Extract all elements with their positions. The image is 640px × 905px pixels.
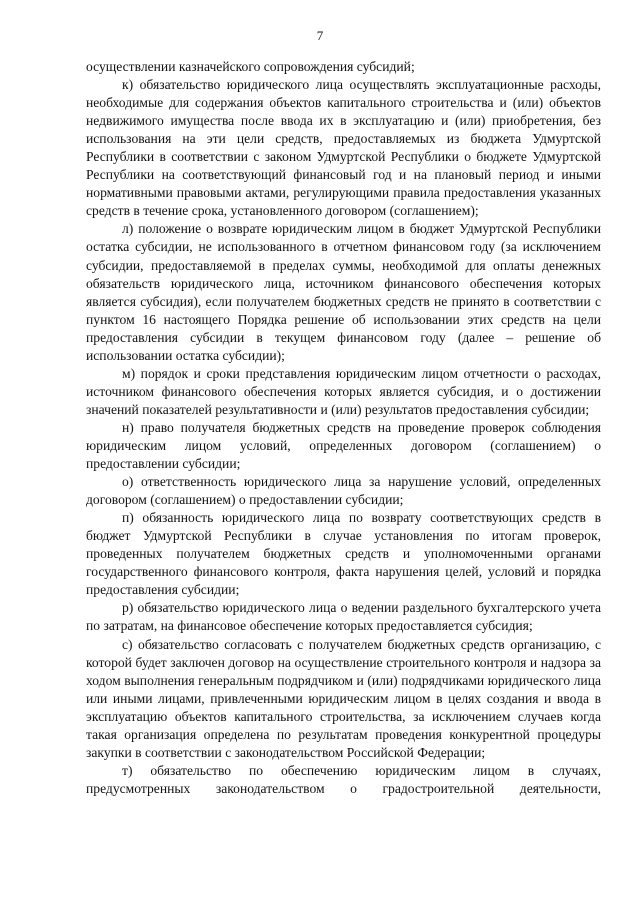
paragraph-s: с) обязательство согласовать с получателем бюджетных средств организацию, с которой будет заключен договор на осуществление строительного контроля и надзора за ходом выполнения генеральным подрядчиком и (или) подрядчиками юридического лица или иными лицами, привлеченными юридическим лицом в целях создания и ввода в эксплуатацию объектов капитального строительства, за исключением случаев когда такая организация определена по результатам проведения конкурентной процедуры закупки в соответствии с законодательством Российской Федерации; [86,636,601,760]
paragraph-continuation: осуществлении казначейского сопровождения субсидий; [86,59,415,74]
paragraph-n: н) право получателя бюджетных средств на проведение проверок соблюдения юридическим лицом условий, определенных договором (соглашением) о предоставлении субсидии; [86,419,601,472]
paragraph-m: м) порядок и сроки представления юридическим лицом отчетности о расходах, источником финансового обеспечения которых является субсидия, и о достижении значений показателей результативности и (или) результатов предоставления субсидии; [86,365,601,417]
paragraph-l: л) положение о возврате юридическим лицом в бюджет Удмуртской Республики остатка субсидии, не использованного в отчетном финансовом году (за исключением субсидии, предоставляемой в пределах суммы, необходимой для оплаты денежных обязательств юридического лица, источником финансового обеспечения которых является субсидия), если получателем бюджетных средств не принято в соответствии с пунктом 16 настоящего Порядка решение об использовании этих средств на цели предоставления субсидии в текущем финансовом году (далее – решение об использовании остатка субсидии); [86,221,601,363]
paragraph-k: к) обязательство юридического лица осуществлять эксплуатационные расходы, необходимые для содержания объектов капитального строительства и (или) объектов недвижимого имущества после ввода их в эксплуатацию и (или) приобретения, без использования на эти цели средств, предоставляемых из бюджета Удмуртской Республики в соответствии с законом Удмуртской Республики о бюджете Удмуртской Республики на соответствующий финансовый год и на плановый период и иными нормативными правовыми актами, регулирующими правила предоставления указанных средств в течение срока, установленного договором (соглашением); [86,77,601,219]
paragraph-o: о) ответственность юридического лица за нарушение условий, определенных договором (соглашением) о предоставлении субсидии; [86,474,601,508]
page-number: 7 [316,28,324,43]
paragraph-r: р) обязательство юридического лица о ведении раздельного бухгалтерского учета по затратам, на финансовое обеспечение которых предоставляется субсидия; [86,600,601,634]
paragraph-p: п) обязанность юридического лица по возврату соответствующих средств в бюджет Удмуртской Республики в случае установления по итогам проверок, проведенных получателем бюджетных средств и уполномоченными органами государственного финансового контроля, факта нарушения целей, условий и порядка предоставления субсидии; [86,510,601,598]
document-body [86,58,601,798]
paragraph-t: т) обязательство по обеспечению юридическим лицом в случаях, предусмотренных законодательством о градостроительной деятельности, [86,762,601,796]
